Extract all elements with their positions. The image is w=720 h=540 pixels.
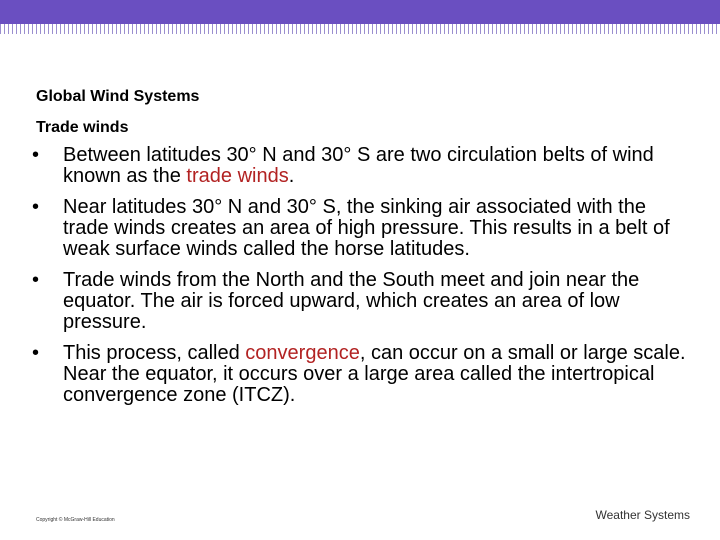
- bullet-dot: •: [32, 144, 40, 166]
- bullet-text: Trade winds from the North and the South meet and join near the equator. The air is forced upward, which creates an area of low pressure.: [63, 269, 640, 333]
- bullet-list: [32, 145, 692, 416]
- header-stripe: [0, 24, 720, 34]
- footer-title: Weather Systems: [595, 508, 690, 522]
- slide-subtitle: Trade winds: [36, 119, 129, 136]
- key-term: convergence: [245, 342, 360, 364]
- header-bar: [0, 0, 720, 24]
- bullet-dot: •: [32, 196, 40, 218]
- bullet-dot: •: [32, 269, 40, 291]
- copyright-notice: Copyright © McGraw-Hill Education: [36, 517, 115, 523]
- bullet-text-tail: , can occur on a small or large scale. Near the equator, it occurs over a large area called the intertropical convergence zone (ITCZ).: [63, 342, 686, 406]
- bullet-text: This process, called: [63, 342, 246, 364]
- bullet-text: Near latitudes 30° N and 30° S, the sinking air associated with the trade winds creates an area of high pressure. This results in a belt of weak surface winds called the horse latitudes.: [63, 196, 670, 260]
- bullet-text: Between latitudes 30° N and 30° S are two circulation belts of wind known as the: [63, 144, 654, 187]
- bullet-item: [32, 270, 692, 333]
- bullet-text-tail: .: [288, 165, 295, 187]
- bullet-item: [32, 343, 692, 406]
- bullet-dot: •: [32, 342, 40, 364]
- section-title: Global Wind Systems: [36, 88, 200, 105]
- bullet-item: [32, 197, 692, 260]
- bullet-item: [32, 145, 692, 187]
- key-term: trade winds: [186, 165, 289, 187]
